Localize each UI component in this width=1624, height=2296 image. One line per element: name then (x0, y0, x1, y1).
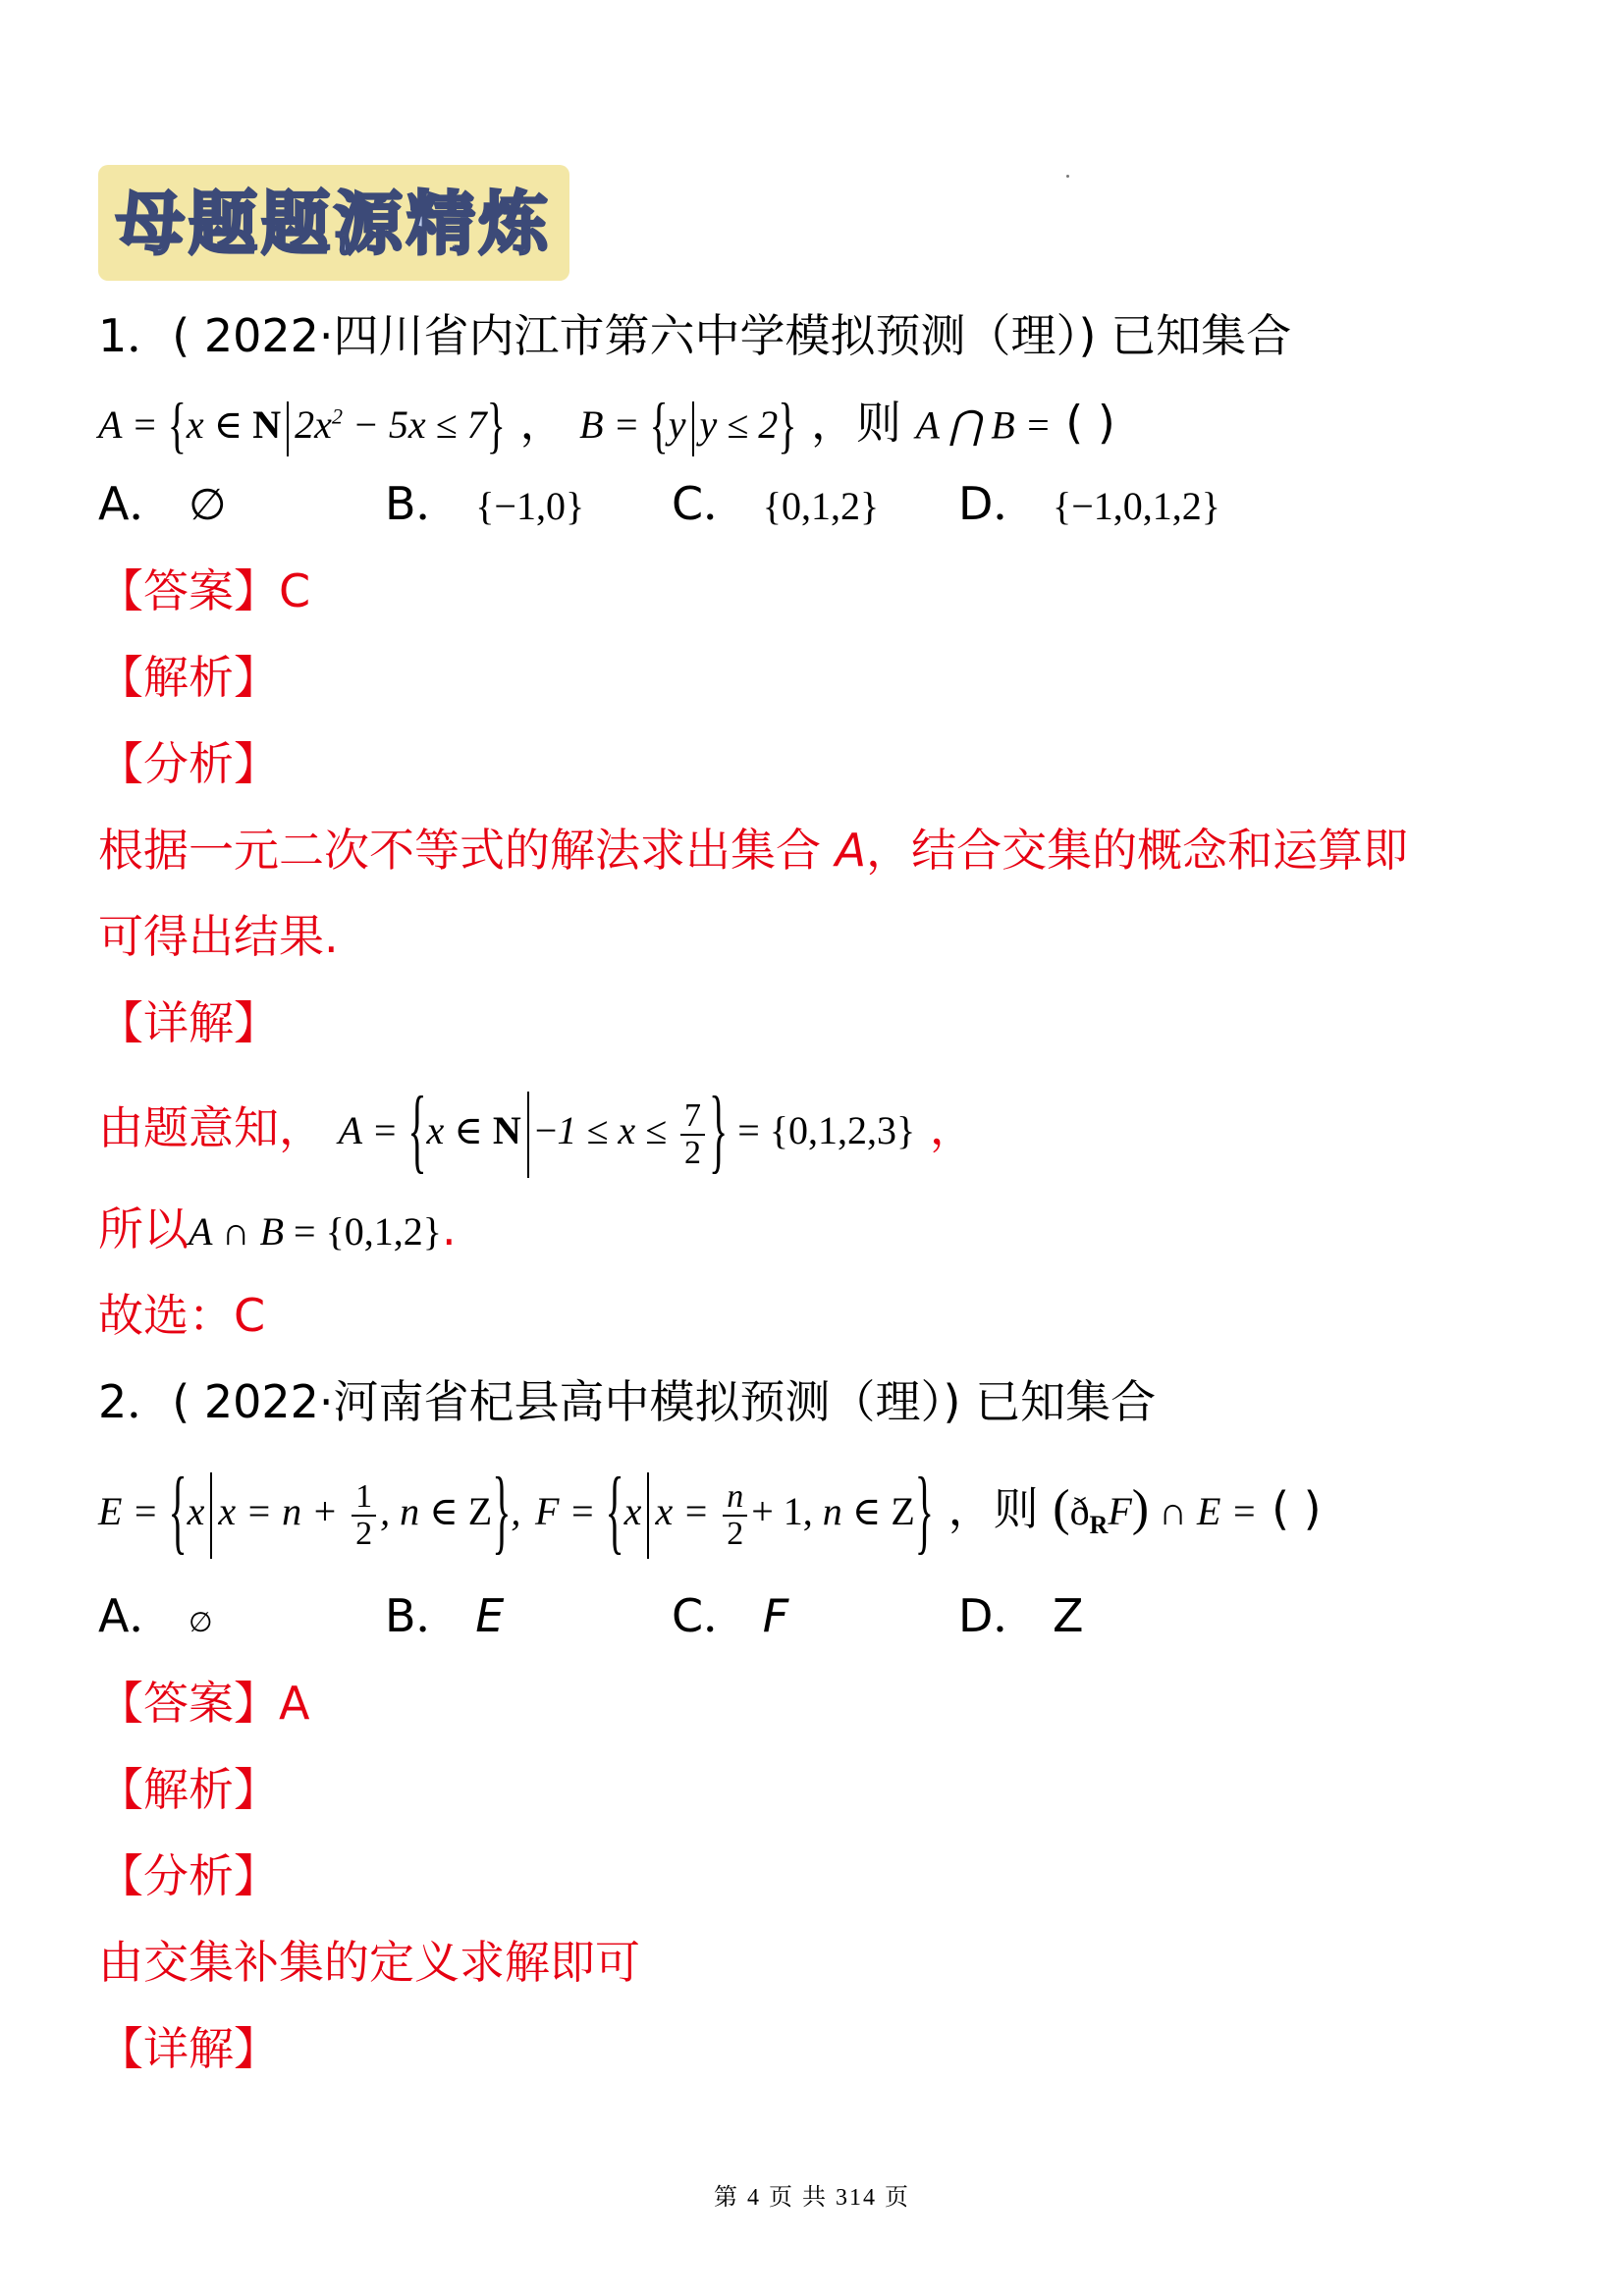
q2-fenxi: 【分析】 (98, 1849, 279, 1902)
analysis-text: 根据一元二次不等式的解法求出集合 (98, 824, 821, 877)
page-footer: 第 4 页 共 314 页 (714, 2185, 910, 2211)
option-letter: A． (98, 1589, 175, 1642)
detail-text: 由题意知， (98, 1101, 324, 1155)
q1-detail-formula: A = {x ∈ N −1 ≤ x ≤ $\frac{7}{2}$ } = {0,1,2,3} (338, 1076, 916, 1183)
q1-option-b (385, 474, 584, 536)
q2-option-a (98, 1586, 212, 1653)
q1-paren: ( ) (1065, 396, 1115, 450)
q1-answer: 【答案】C (98, 564, 311, 617)
option-letter: D． (958, 1589, 1039, 1642)
option-value: {−1,0,1,2} (1053, 484, 1221, 528)
q1-sets-line (98, 388, 1115, 460)
q2-conclude: ，则 (947, 1482, 1039, 1536)
q1-set-B: B = {y y ≤ 2} (579, 389, 797, 460)
q1-choice: 故选：C (98, 1289, 266, 1342)
option-letter: C． (672, 477, 749, 530)
option-letter: C． (672, 1589, 749, 1642)
q1-detail-line2 (98, 1200, 457, 1261)
q1-analysis-line2: 可得出结果. (98, 910, 339, 963)
q1-xiangjie: 【详解】 (98, 996, 279, 1049)
q1-conclude: ，则 (811, 396, 902, 450)
option-value: F (762, 1589, 789, 1642)
detail-text: . (442, 1202, 457, 1255)
option-value: E (475, 1589, 505, 1642)
q2-analysis: 由交集补集的定义求解即可 (98, 1936, 640, 1989)
section-banner-title: 母题题源精炼 (116, 184, 552, 264)
q2-set-E: E = {x x = n + $\frac{1}{2}$ , n ∈ Z}, (98, 1457, 521, 1564)
q2-set-F: F = {x x = $\frac{n}{2}$ + 1, n ∈ Z} (535, 1457, 934, 1564)
q1-detail-line1 (98, 1076, 975, 1183)
q1-analysis-line1 (98, 821, 1408, 880)
option-value: ∅ (189, 481, 227, 529)
option-value: Z (1053, 1589, 1084, 1642)
q1-sep: ， (519, 396, 566, 450)
option-value: {0,1,2} (762, 484, 880, 528)
option-letter: B． (385, 477, 461, 530)
analysis-text: ，结合交集的概念和运算即 (866, 824, 1409, 877)
detail-text: ， (929, 1101, 975, 1155)
q2-stem: 2．( 2022·河南省杞县高中模拟预测（理）) 已知集合 (98, 1375, 1157, 1428)
option-value: {−1,0} (475, 484, 585, 528)
q2-option-c (672, 1586, 788, 1645)
q2-answer: 【答案】A (98, 1677, 310, 1730)
q1-expression: A ⋂ B = (915, 402, 1052, 448)
q2-option-d (958, 1586, 1084, 1645)
q2-option-b (385, 1586, 504, 1645)
stray-dot (1066, 175, 1069, 178)
q1-stem: 1．( 2022·四川省内江市第六中学模拟预测（理）) 已知集合 (98, 309, 1292, 362)
option-value: ∅ (189, 1608, 213, 1638)
q1-option-a (98, 474, 226, 535)
q2-jiexi: 【解析】 (98, 1763, 279, 1816)
q2-sets-line (98, 1457, 1322, 1564)
option-letter: D． (958, 477, 1039, 530)
q1-fenxi: 【分析】 (98, 737, 279, 790)
q1-set-A: A = {x ∈ N $2x^2 - 5x \le 7$} (98, 389, 506, 460)
q1-option-c (672, 474, 879, 536)
q1-detail-result: A ∩ B = {0,1,2} (189, 1209, 442, 1254)
option-letter: B． (385, 1589, 461, 1642)
q1-jiexi: 【解析】 (98, 651, 279, 704)
q1-option-d (958, 474, 1220, 536)
analysis-set-name: A (835, 824, 867, 877)
detail-text: 所以 (98, 1202, 189, 1255)
q2-expression: $(ð_RF)$ ∩ E = (1053, 1480, 1258, 1540)
q2-paren: ( ) (1272, 1482, 1322, 1536)
option-letter: A． (98, 477, 175, 530)
q2-xiangjie: 【详解】 (98, 2022, 279, 2075)
